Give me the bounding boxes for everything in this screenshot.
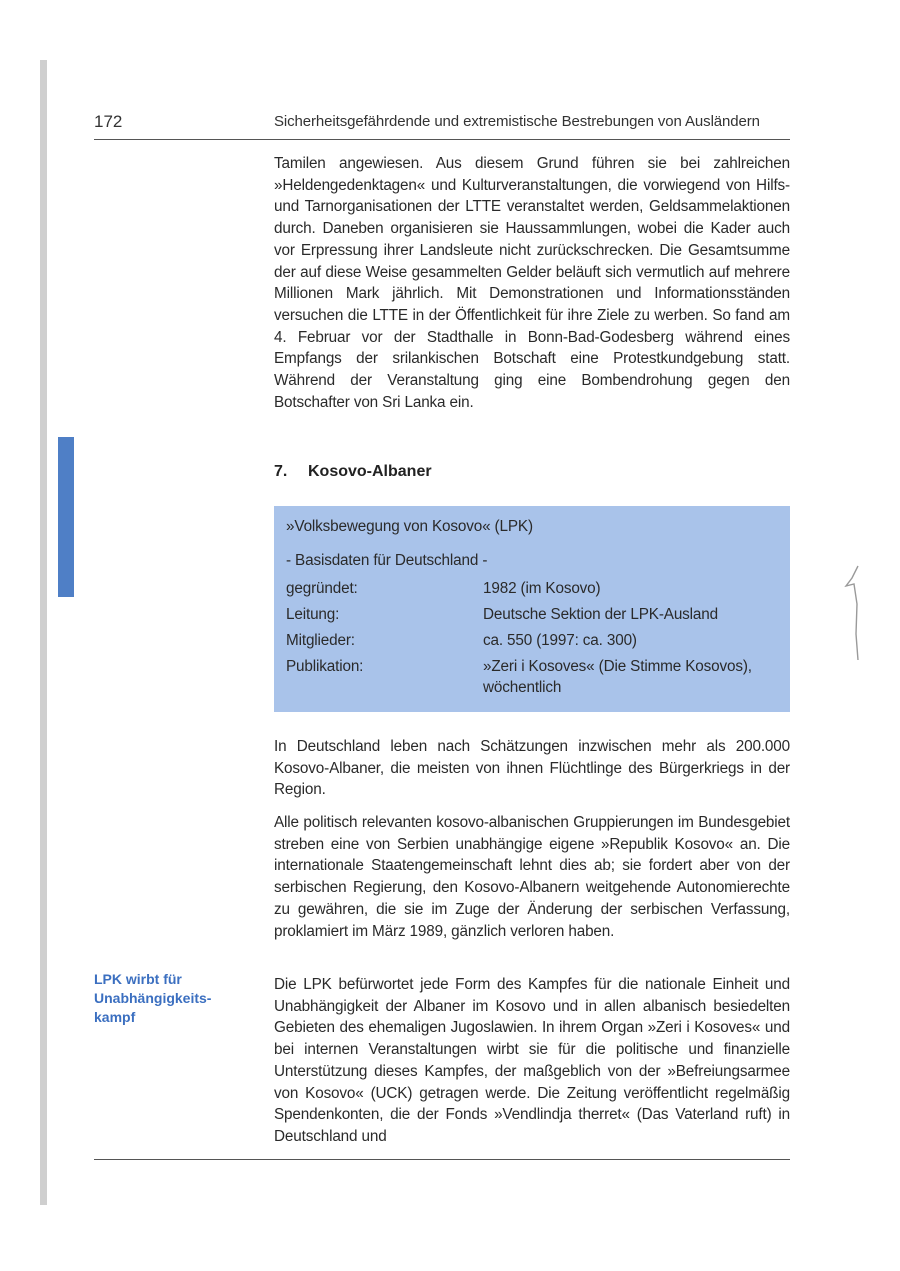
section-title: Kosovo-Albaner: [308, 463, 432, 480]
info-key: Leitung:: [286, 606, 340, 623]
margin-note: [94, 970, 244, 1027]
body-paragraph: Die LPK befürwortet jede Form des Kampfes für die nationale Einheit und Unabhängigkeit der Albaner im Kosovo und in allen albanisch besiedelten Gebieten des ehemaligen Jugoslawien. In ihrem Organ »Zeri i Kosoves« und bei internen Veranstaltungen wirbt sie für die politische und finanzielle Unterstützung dieses Kampfes, der maßgeblich von der »Befreiungsarmee von Kosovo« (UCK) getragen werde. Die Zeitung veröffentlicht regelmäßig Spendenkonten, die der Fonds »Vendlindja therret« (Das Vaterland ruft) in Deutschland und: [274, 976, 790, 1145]
chapter-tab-marker: [58, 437, 74, 597]
margin-note-line: kampf: [94, 1009, 136, 1025]
footer-rule: [94, 1159, 790, 1160]
info-row-publication: [286, 656, 778, 698]
paper-tear-mark: [842, 564, 862, 664]
info-value: »Zeri i Kosoves« (Die Stimme Kosovos), wöchentlich: [483, 658, 752, 696]
info-key: Mitglieder:: [286, 632, 355, 649]
body-paragraph: Tamilen angewiesen. Aus diesem Grund führen sie bei zahlreichen »Heldengedenktagen« und Kulturveranstaltungen, die vorwiegend von Hilfs- und Tarnorganisationen der LTTE veranstaltet werden, Geldsammelaktionen durch. Daneben organisieren sie Haussammlungen, wobei die Kader auch vor Erpressung ihrer Landsleute nicht zurückschrecken. Die Gesamtsumme der auf diese Weise gesammelten Gelder beläuft sich vermutlich auf mehrere Millionen Mark jährlich. Mit Demonstrationen und Informationsständen versuchen die LTTE in der Öffentlichkeit für ihre Ziele zu werben. So fand am 4. Februar vor der Stadthalle in Bonn-Bad-Godesberg während eines Empfangs der srilankischen Botschaft eine Protestkundgebung statt. Während der Veranstaltung ging eine Bombendrohung gegen den Botschafter von Sri Lanka ein.: [274, 155, 790, 411]
section-number: 7.: [274, 463, 288, 480]
info-row-members: [286, 630, 778, 651]
info-key: gegründet:: [286, 580, 358, 597]
box-title: »Volksbewegung von Kosovo« (LPK): [286, 518, 533, 535]
info-key: Publikation:: [286, 658, 364, 675]
basic-data-box: [274, 506, 790, 712]
margin-note-line: Unabhängigkeits-: [94, 990, 212, 1006]
body-paragraph: In Deutschland leben nach Schätzungen inzwischen mehr als 200.000 Kosovo-Albaner, die meisten von ihnen Flüchtlinge des Bürgerkriegs in der Region.: [274, 738, 790, 799]
info-row-founded: [286, 578, 778, 599]
info-value: Deutsche Sektion der LPK-Ausland: [483, 606, 718, 623]
body-paragraph: Alle politisch relevanten kosovo-albanischen Gruppierungen im Bundesgebiet streben eine von Serbien unabhängige eigene »Republik Kosovo« an. Die internationale Staatengemeinschaft lehnt dies ab; sie fordert aber von der serbischen Regierung, den Kosovo-Albanern weitgehende Autonomierechte zu gewähren, die sie im Zuge der Änderung der serbischen Verfassung, proklamiert im März 1989, gänzlich verloren haben.: [274, 814, 790, 940]
binding-edge: [40, 60, 47, 1205]
info-row-leadership: [286, 604, 778, 625]
section-heading: [274, 463, 432, 481]
info-value: ca. 550 (1997: ca. 300): [483, 632, 637, 649]
running-title: Sicherheitsgefährdende und extremistische Bestrebungen von Ausländern: [274, 113, 760, 130]
margin-note-line: LPK wirbt für: [94, 971, 182, 987]
page-number: 172: [94, 112, 123, 131]
info-value: 1982 (im Kosovo): [483, 580, 601, 597]
box-subtitle: - Basisdaten für Deutschland -: [286, 552, 488, 569]
header-rule: [94, 139, 790, 140]
